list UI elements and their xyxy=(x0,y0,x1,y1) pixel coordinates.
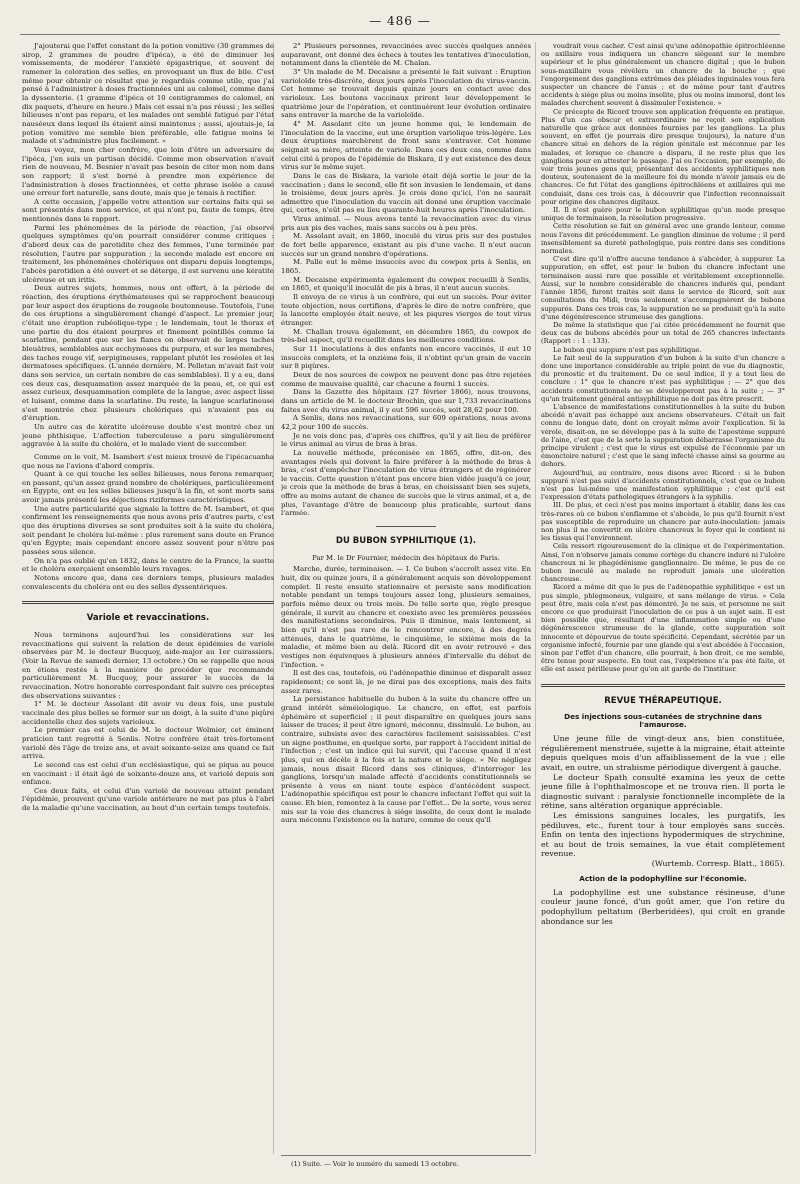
paragraph: M. Assolant avait, en 1860, inoculé du virus pris sur des pustules de fort belle apparence, existant au pis d'une vache. Il n'eut aucun succès sur un grand nombre d'opérations. xyxy=(281,232,531,258)
paragraph: Un autre cas de kératite ulcéreuse double s'est montré chez un jeune phthisique. L'affection tuberculeuse a paru singulièrement aggravée à la suite du choléra, et le malade vient de succomber. xyxy=(22,422,274,449)
paragraph: Deux de nos sources de cowpox ne peuvent donc pas être rejetées comme de mauvaise qualité, car chacune a fourni 1 succès. xyxy=(281,370,531,388)
paragraph: Le second cas est celui d'un ecclésiastique, qui se piqua au pouce en vaccinant : il était âgé de soixante-douze ans, et variolé depuis son enfance. xyxy=(22,760,274,787)
byline: Par M. le Dr Fournier, médecin des hôpitaux de Paris. xyxy=(312,553,500,562)
paragraph: Marche, durée, terminaison. — I. Ce bubon s'accroît assez vite. En huit, dix ou quinze jours, il a généralement acquis son développement complet. Il reste ensuite stationnaire et persiste sans modification notable pendant un temps toujours assez long, plusieurs semaines, parfois même deux ou trois mois. De telle sorte que, règle presque générale, il survit au chancre et coexiste avec les premières poussées des manifestations secondaires. Puis il diminue, mais lentement, si bien qu'il n'est pas rare de le rencontrer encore, à des degrés atténués, dans le quatrième, le cinquième, le sixième mois de la maladie, et même bien au delà. Ricord dit en avoir retrouvé « des vestiges non équivoques à plusieurs années d'intervalle du début de l'infection. » xyxy=(281,565,531,669)
paragraph: M. Palle eut le même insuccès avec du cowpox pris à Senlis, en 1865. xyxy=(281,258,531,276)
paragraph: La nouvelle méthode, préconisée en 1865, offre, dit-on, des avantages réels qui doivent la faire préférer à la méthode de bras à bras, c'est d'empêcher l'inoculation de virus étrangers et de régénérer le vaccin. Cette question n'étant pas encore bien vidée jusqu'à ce jour, je crois que la méthode de bras à bras, en choisissant bien ses sujets, offre au moins autant de chance de succès que le virus animal, et a, de plus, l'avantage d'être de beaucoup plus praticable, surtout dans l'armée. xyxy=(281,448,531,518)
paragraph: A Senlis, dans nos revaccinations, sur 609 opérations, nous avons 42,2 pour 100 de succès. xyxy=(281,414,531,431)
column-3 xyxy=(541,42,785,1166)
footnote-rule xyxy=(281,1155,531,1156)
paragraph: Parmi les phénomènes de la période de réaction, j'ai observé quelques symptômes qu'on pourrait considérer comme critiques : d'abord deux cas de parotidite chez des femmes, l'une terminée par résolution, l'autre par suppuration ; la seconde malade est encore en traitement, les phénomènes cholériques ont disparu depuis longtemps, l'abcès parotidien a été ouvert et se déterge, il est survenu une kératite ulcéreuse et un iritis. xyxy=(22,223,274,284)
paragraph: Aujourd'hui, au contraire, nous disons avec Ricord : si le bubon suppuré n'est pas suivi d'accidents constitutionnels, c'est que ce bubon n'est pas lui-même une manifestation syphilitique ; c'est qu'il est l'expression d'états pathologiques étrangers à la syphilis. xyxy=(541,468,785,502)
section-rule xyxy=(541,684,785,687)
paragraph: La podophylline est une substance résineuse, d'une couleur jaune foncé, d'un goût amer, que l'on retire du podophyllum peltatum (Berberidées), qui croît en grande abondance sur les xyxy=(541,887,785,926)
paragraph: Nous terminons aujourd'hui les considérations sur les revaccinations qui suivent la relation de deux épidémies de variole observées par M. le docteur Bucquoy, aide-major au 1er cuirassiers. (Voir la Revue de samedi dernier, 13 octobre.) On se rappelle que nous en étions restés à la manière de procéder que recommande particulièrement M. Bucquoy, pour assurer le succès de la revaccination. Notre honorable correspondant fait suivre ces préceptes des observations suivantes : xyxy=(22,631,274,700)
paragraph: Le docteur Spath consulté examina les yeux de cette jeune fille à l'ophthalmoscope et ne trouva rien. Il porta le diagnostic suivant : paralysie fonctionnelle incomplète de la rétine, sans altération organique appréciable. xyxy=(541,772,785,811)
paragraph: 3° Un malade de M. Decaisne a présenté le fait suivant : Éruption varioloïde très-discrète, deux jours après l'inoculation du virus-vaccin. Cet homme se trouvait depuis quinze jours en contact avec des varioleux. Les boutons vaccinaux prirent leur développement le quatrième jour de l'opération, et continuèrent leur évolution ordinaire sans entraver la marche de la varioloïde. xyxy=(281,67,531,120)
column-2 xyxy=(281,42,531,1166)
paragraph: II. Il n'est guère pour le bubon syphilitique qu'un mode presque unique de terminaison, la résolution progressive. xyxy=(541,206,785,223)
paragraph: Quant à ce qui touche les selles bilieuses, nous ferons remarquer, en passant, qu'un assez grand nombre de cholériques, particulièrement en Égypte, ont eu les selles bilieuses jusqu'à la fin, et sont morts sans avoir jamais présenté les déjections riziformes caractéristiques. xyxy=(22,470,274,505)
section-title: DU BUBON SYPHILITIQUE (1). xyxy=(335,536,477,547)
header-rule xyxy=(20,34,780,35)
paragraph: Ces deux faits, et celui d'un variolé de nouveau atteint pendant l'épidémie, prouvent qu'une variole antérieure ne met pas plus à l'abri de la maladie qu'une vaccination, au bout d'un certain temps toutefois. xyxy=(22,786,274,813)
paragraph: J'ajouterai que l'effet constant de la potion vomitive (30 grammes de sirop, 2 grammes de poudre d'ipéca), a été de diminuer les vomissements, de modérer l'anxiété épigastrique, et souvent de ramener la coloration des selles, en provoquant un flux de bile. C'est même pour obtenir ce résultat que je regardais comme utile, que j'ai pensé à l'administrer à doses fractionnées uni au calomel, comme dans la dyssenterie. (1 gramme d'ipéca et 10 centigrammes de calomel, en dix paquets, d'heure en heure.) Mais cet essai n'a pas réussi ; les selles bilieuses n'ont pas reparu, et les malades ont semblé fatigué par l'état nauséeux dans lequel ils étaient ainsi maintenus ; aussi, ajoutais-je, la potion vomitive me semble bien préférable, elle fatigue moins le malade et s'administre plus facilement. » xyxy=(22,42,274,146)
paragraph: voudrait vous cacher. C'est ainsi qu'une adénopathie épitrochléenne ou axillaire vous indiquera un chancre siégeant sur le membre supérieur et le plus généralement un chancre digital ; que le bubon sous-maxillaire vous révèlera un chancre de la bouche ; que l'engorgement des ganglions extrêmes des pléiades inguinales vous fera suspecter un chancre de l'anus ; et de même pour tant d'autres accidents à siége plus ou moins insolite, plus ou moins immoral, dont les malades cherchent souvent à dissimuler l'existence. » xyxy=(541,42,785,108)
paragraph: 4° M. Assolant cite un jeune homme qui, le lendemain de l'inoculation de la vaccine, eut une éruption variolique très-légère. Les deux éruptions marchèrent de front sans s'entraver. Cet homme soignait sa mère, atteinte de variole. Dans ces deux cas, comme dans celui cité à propos de l'épidémie de Biskara, il y eut existence des deux virus sur le même sujet. xyxy=(281,119,531,172)
paragraph: M. Decaisne expérimenta également du cowpox recueilli à Senlis, en 1865, et quoiqu'il inoculât de pis à bras, il n'eut aucun succès. xyxy=(281,275,531,293)
paragraph: Il envoya de ce virus à un confrère, qui eut un succès. Pour éviter toute objection, nous certifions, d'après le dire de notre confrère, que la lancette employée était neuve, et les piqures vierges de tout virus étranger. xyxy=(281,293,531,327)
section-title: Variole et revaccinations. xyxy=(86,613,210,624)
paragraph: Ricord a même dit que le pus de l'adénopathie syphilitique « est un pus simple, phlegmoneux, vulgaire, et sans mélange de virus. » Cela peut être, mais cela n'est pas démontré. Je ne sais, et personne ne sait encore ce que produirait l'inoculation de ce pus à un sujet sain. Il est bien possible que, résultant d'une inflammation simple ou d'une dégénérescence strumeuse de la glande, cette suppuration soit innocente et dépourvue de toute spécificité. Cependant, sécrétée par un organisme infecté, fournie par une glande qui s'est abcédée à l'occasion, sinon par l'effet d'un chancre, elle pourrait, à bon droit, ce me semble, être tenue pour suspecte. En tout cas, l'expérience n'a pas été faite, et elle est assez périlleuse pour qu'on ait garde de l'instituer. xyxy=(541,583,785,674)
paragraph: Virus animal. — Nous avons tenté la revaccination avec du virus pris aux pis des vaches, mais sans succès ou à peu près. xyxy=(281,215,531,232)
paragraph: Dans le cas de Biskara, la variole était déjà sortie le jour de la vaccination ; dans le second, elle fit son invasion le lendemain, et dans le troisième, deux jours après. Je crois done qu'ici, l'on ne saurait admettre que l'inoculation du vaccin ait donné une éruption vaccinale qui, certes, n'eût pas eu lieu quarante-huit heures après l'inoculation. xyxy=(281,171,531,215)
subsection-title: Action de la podophylline sur l'économie. xyxy=(579,873,747,883)
source-citation: (Wurtemb. Corresp. Blatt., 1865). xyxy=(651,858,785,868)
paragraph: Sur 11 inoculations à des enfants non encore vaccinés, il eut 10 insuccès complets, et la onzième fois, il n'obtint qu'un grain de vaccin sur 8 piqûres. xyxy=(281,344,531,371)
paragraph: C'est dire qu'il n'offre aucune tendance à s'abcéder, à suppurer. La suppuration, en effet, est pour le bubon du chancre infectant une terminaison aussi rare que possible et véritablement exceptionnelle. Aussi, sur le nombre considérable de chancres indurés qui, pendant l'année 1856, furent traités soit dans le service de Ricord, soit aux consultations du Midi, trois seulement s'accompagnèrent de bubons suppurés. Dans ces trois cas, la suppuration ne se produisit qu'à la suite d'une dégénérescence strumeuse des ganglions. xyxy=(541,255,785,321)
paragraph: 2° Plusieurs personnes, revaccinées avec succès quelques années auparavant, ont donné des échecs à toutes les tentatives d'inoculation, notamment dans la clientèle de M. Chalan. xyxy=(281,42,531,68)
section-title: REVUE THÉRAPEUTIQUE. xyxy=(604,695,722,706)
section-rule xyxy=(376,526,436,527)
column-divider xyxy=(535,42,536,1154)
section-rule xyxy=(22,601,274,604)
paragraph: Il est des cas, toutefois, où l'adénopathie diminue et disparaît assez rapidement; ce sont là, je ne dirai pas des exceptions, mais des faits assez rares. xyxy=(281,669,531,695)
paragraph: A cette occasion, j'appelle votre attention sur certains faits qui se sont présentés dans mon service, et qui n'ont pu, faute de temps, être mentionnés dans le rapport. xyxy=(22,197,274,224)
paragraph: Ce précepte de Ricord trouve son application fréquente en pratique. Plus d'un cas obscur et extraordinaire ne reçoit son explication naturelle que grâce aux données fournies par les ganglions. La plus souvent, en effet (je pourrais dire presque toujours), la nature d'un chancre situé en dehors de la région génitale est méconnue par les malades, et lorsque ce chancre a disparu, il ne reste plus que les ganglions pour en attester le passage. J'ai eu l'occasion, par exemple, de voir trois jeunes gens qui, présentant des accidents syphilitiques non douteux, soutenaient de la meilleure foi du monde n'avoir jamais eu de chancres. Ce fut l'état des ganglions épitrochléens et axillaires qui me conduisit, dans ces trois cas, à découvrir que l'infection reconnaissait pour origine des chancres digitaux. xyxy=(541,107,785,206)
column-1 xyxy=(22,42,274,1166)
paragraph: Le fait seul de la suppuration d'un bubon à la suite d'un chancre a donc une importance considérable au triple point de vue du diagnostic, du pronostic et du traitement. De ce seul indice, il y a tout lieu de conclure : 1° que le chancre n'est pas syphilitique ; — 2° que des accidents constitutionnels ne se développeront pas à la suite ; — 3° qu'un traitement général antisyphilitique ne doit pas être prescrit. xyxy=(541,353,785,403)
paragraph: Le bubon qui suppure n'est pas syphilitique. xyxy=(553,345,702,354)
paragraph: Notons encore que, dans ces derniers temps, plusieurs malades convalescents du choléra ont eu des selles dyssentériques. xyxy=(22,574,274,591)
paragraph: Cela ressort rigoureusement de la clinique et de l'expérimentation. Ainsi, l'on n'observe jamais comme cortège du chancre induré ni l'ulcère chancreux ni le phagédénisme ganglionnaire. De même, le pus de ce bubon inoculé au malade ne reproduit jamais une ulcération chancreuse. xyxy=(541,542,785,584)
paragraph: Cette résolution se fait en général avec une grande lenteur, comme nous l'avons dit précédemment. Le ganglion diminue de volume ; il perd insensiblement sa dureté pathologique, puis rentre dans ses conditions normales. xyxy=(541,222,785,256)
paragraph: Vous voyez, mon cher confrère, que loin d'être un adversaire de l'ipéca, j'en suis un partisan décidé. Comme mon observation n'avait rien de nouveau, M. Besnier n'avait pas besoin de citer mon nom dans son rapport; il s'est borné à prendre mon expérience de l'administration à doses fractionnées, et cette phrase isolée a causé une erreur fort naturelle, sans doute, mais que je tenais à rectifier. xyxy=(22,145,274,198)
paragraph: Dans la Gazette des hôpitaux (27 février 1866), nous trouvons, dans un article de M. le docteur Brochin, que sur 1,733 revaccinations faites avec du virus animal, il y eut 596 succès, soit 28,62 pour 100. xyxy=(281,388,531,414)
paragraph: 1° M. le docteur Assolant dit avoir vu deux fois, une pustule vaccinale des plus belles se former sur un doigt, à la suite d'une piqûre accidentelle chez des sujets varioleux. xyxy=(22,700,274,726)
paragraph: Deux autres sujets, hommes, nous ont offert, à la période de réaction, des éruptions érythémateuses qui se rapprochent beaucoup par leur aspect des éruptions de rougeole boutonneuse. Toutefois, l'une de ces éruptions a singulièrement changé d'aspect. Le premier jour, c'était une éruption rubéolique-type ; le lendemain, tout le thorax et une partie du dos étaient pourpres et finement pointillés comme la scarlatine, pendant que sur les flancs on observait de larges taches bleuâtres, semblables aux ecchymoses du purpura, et sur les membres, des taches rouge vif, serpigineuses, rappelant plutôt les roséoles et les dermatoses spécifiques. (L'année dernière, M. Pelletan m'avait fait voir dans son service, un certain nombre de cas semblables). Il y a eu, dans ces deux cas, desquamation assez marquée de la peau, et, ce qui est assez curieux, desquammation complète de la langue, avec aspect lisse et luisant, comme dans la scarlatine. Du reste, la langue scarlatineuse s'est montrée chez plusieurs cholériques qui n'avaient pas eu d'éruption. xyxy=(22,284,274,423)
paragraph: La persistance habituelle du bubon à la suite du chancre offre un grand intérêt séméiologique. Le chancre, en effet, est parfois éphémère et superficiel ; il peut disparaître en quelques jours sans laisser de traces; il peut être ignoré, méconnu, dissimulé. Le bubon, au contraire, subsiste avec des caractères facilement saisissables. C'est un signe posthume, en quelque sorte, par rapport à l'accident initial de l'infection ; c'est un indice qui lui survit, qui l'accuse quand il n'est plus, qui en décèle à la fois et la nature et le siége. « Ne négligez jamais, nous disait Ricord dans ses cliniques, d'interroger les ganglions, lorsqu'un malade affecté d'accidents constitutionnels se présente à vous en niant toute espèce d'antécédent suspect. L'adénopathie spécifique est pour le chancre infectant l'effet qui suit la cause. Eh bien, remontez à la cause par l'effet... De la sorte, vous serez mis sur la voie des chancres à siége insolite, de ceux dont le malade aura méconnu l'existence ou la nature, comme de ceux qu'il xyxy=(281,695,531,825)
paragraph: Les émissions sanguines locales, les purgatifs, les pédiluves, etc., furent tour à tour employés sans succès. Enfin on tenta des injections hypodermiques de strychnine, et au bout de trois semaines, la vue était complètement revenue. xyxy=(541,811,785,859)
paragraph: M. Challan trouva également, en décembre 1865, du cowpox de très-bel aspect, qu'il recueillit dans les meilleures conditions. xyxy=(281,327,531,345)
paragraph: III. De plus, et ceci n'est pas moins important à établir, dans les cas très-rares où ce bubon s'enflamme et s'abcède, le pus qu'il fournit n'est pas susceptible de reproduire un chancre par auto-inoculation: jamais non plus il ne convertit en ulcère chancreux le foyer qui le contient ni les tissus qui l'environnent. xyxy=(541,501,785,543)
footnote: (1) Suite. — Voir le numéro du samedi 13 octobre. xyxy=(291,1160,459,1168)
subsection-title: Des injections sous-cutanées de strychnine dans l'amaurose. xyxy=(564,711,762,730)
paragraph: Une autre particularité que signale la lettre de M. Isambert, et que confirment les renseignements que nous avons pris d'autres parts, c'est que des éruptions diverses se sont produites soit à la suite du choléra, soit pendant le choléra lui-même : plus rarement sans doute en France qu'en Égypte; mais cependant encore assez souvent pour n'être pas passées sous silence. xyxy=(22,504,274,557)
paragraph: Je ne vois donc pas, d'après ces chiffres, qu'il y ait lieu de préférer le virus animal au virus de bras à bras. xyxy=(281,431,531,449)
paragraph: Une jeune fille de vingt-deux ans, bien constituée, régulièrement menstruée, sujette à la migraine, était atteinte depuis quelques mois d'un affaiblissement de la vue ; elle avait, en outre, un strabisme périodique divergent à gauche. xyxy=(541,734,785,773)
paragraph: Comme on le voit, M. Isambert s'est mieux trouvé de l'ipécacuanha que nous ne l'avions d'abord compris. xyxy=(22,452,274,470)
paragraph: L'absence de manifestations constitutionnelles à la suite du bubon abcédé n'avait pas échappé aux anciens observateurs. C'était un fait connu de longue date, dont on croyait même avoir l'explication. Si la vérole, disait-on, ne se développe pas à la suite de l'apostème suppuré de l'aine, c'est que de la sorte la suppuration débarrasse l'organisme du principe virulent ; c'est que le virus est expulsé de l'économie par un émonctoire naturel ; c'est que le sang infecté chasse ainsi sa gourme au dehors. xyxy=(541,402,785,469)
page-number: — 486 — xyxy=(369,14,431,28)
paragraph: On n'a pas oublié qu'en 1832, dans le centre de la France, la suette et le choléra exerçaient ensemble leurs ravages. xyxy=(22,556,274,574)
paragraph: De même la statistique que j'ai citée précédemment ne fournit que deux cas de bubons abcédés pour un total de 265 chancres infectants (Rapport : : 1 : 133). xyxy=(541,320,785,346)
paragraph: Le premier cas est celui de M. le docteur Wolmier, cet éminent praticien tant regretté à Senlis. Notre confrère était très-fortement variolé dès l'âge de treize ans, et avait soixante-seize ans quand ce fait arriva. xyxy=(22,726,274,761)
